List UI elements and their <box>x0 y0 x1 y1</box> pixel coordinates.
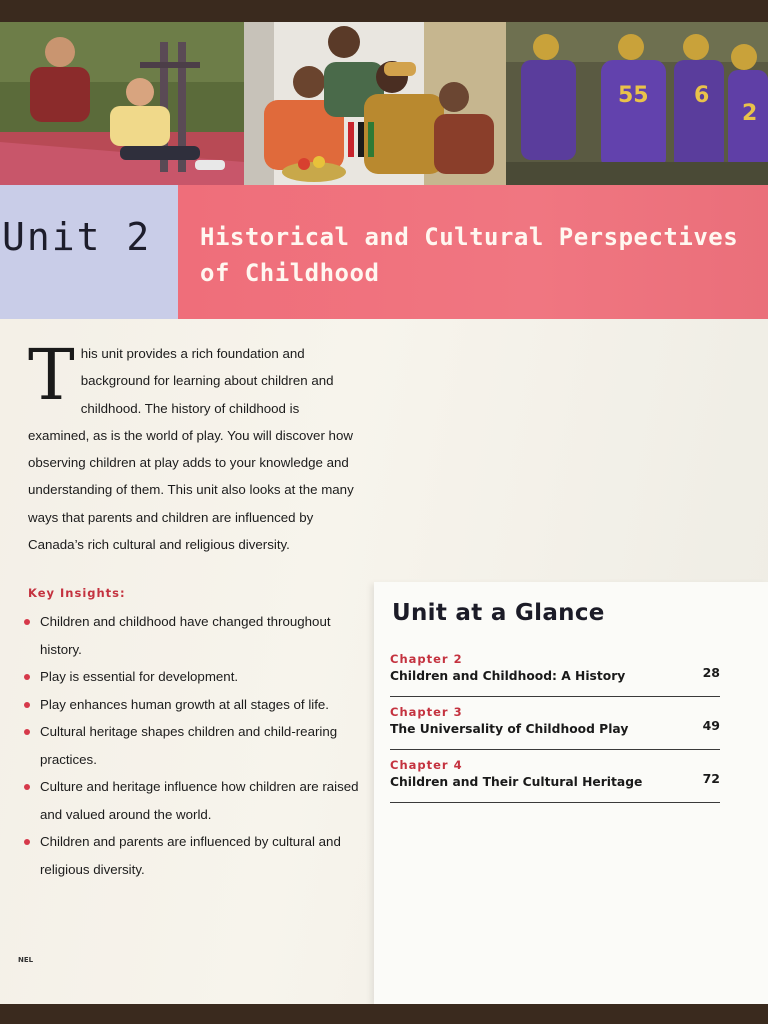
bullet-icon <box>24 674 30 680</box>
svg-text:2: 2 <box>742 101 758 126</box>
bullet-icon <box>24 839 30 845</box>
list-item: Cultural heritage shapes children and child-rearing practices. <box>22 718 367 773</box>
key-insights-list <box>22 608 367 883</box>
intro-paragraph <box>28 334 358 558</box>
list-item: Children and parents are influenced by cultural and religious diversity. <box>22 828 367 883</box>
unit-label: Unit 2 <box>2 215 152 259</box>
chapter-entry[interactable] <box>390 758 720 803</box>
chapter-label: Chapter 3 <box>390 705 463 719</box>
unit-at-a-glance-panel <box>374 582 768 1004</box>
chapter-title: Children and Their Cultural Heritage <box>390 775 643 789</box>
list-item: Children and childhood have changed throughout history. <box>22 608 367 663</box>
chapter-entry[interactable] <box>390 652 720 697</box>
bullet-icon <box>24 729 30 735</box>
textbook-page <box>0 22 768 1004</box>
list-item: Play enhances human growth at all stages of life. <box>22 691 367 719</box>
unit-title: Historical and Cultural Perspectives of Childhood <box>200 223 739 287</box>
chapter-title: Children and Childhood: A History <box>390 669 626 683</box>
chapter-page: 72 <box>702 771 720 786</box>
bullet-icon <box>24 784 30 790</box>
chapter-page: 28 <box>702 665 720 680</box>
svg-text:6: 6 <box>694 83 710 108</box>
key-insights-heading: Key Insights: <box>28 586 126 600</box>
bullet-icon <box>24 619 30 625</box>
svg-text:55: 55 <box>618 83 649 108</box>
title-band <box>178 185 768 319</box>
list-item: Culture and heritage influence how children are raised and valued around the world. <box>22 773 367 828</box>
chapter-title: The Universality of Childhood Play <box>390 722 629 736</box>
family-kwanzaa-photo <box>244 22 506 185</box>
intro-text: his unit provides a rich foundation and background for learning about children and childhood. The history of childhood is examined, as is the world of play. You will discover how observing children at play adds to your knowledge and understanding of them. This unit also looks at the many ways that parents and children are influenced by Canada’s rich cultural and religious diversity. <box>28 346 354 553</box>
chapter-label: Chapter 2 <box>390 652 463 666</box>
chapter-entry[interactable] <box>390 705 720 750</box>
list-item: Play is essential for development. <box>22 663 367 691</box>
chapter-label: Chapter 4 <box>390 758 463 772</box>
drop-cap: T <box>28 334 75 416</box>
unit-band <box>0 185 178 319</box>
football-team-photo <box>506 22 768 185</box>
photo-strip <box>0 22 768 185</box>
chapter-page: 49 <box>702 718 720 733</box>
publisher-mark: NEL <box>18 956 34 964</box>
glance-heading: Unit at a Glance <box>392 600 605 626</box>
children-playground-photo <box>0 22 244 185</box>
bullet-icon <box>24 702 30 708</box>
